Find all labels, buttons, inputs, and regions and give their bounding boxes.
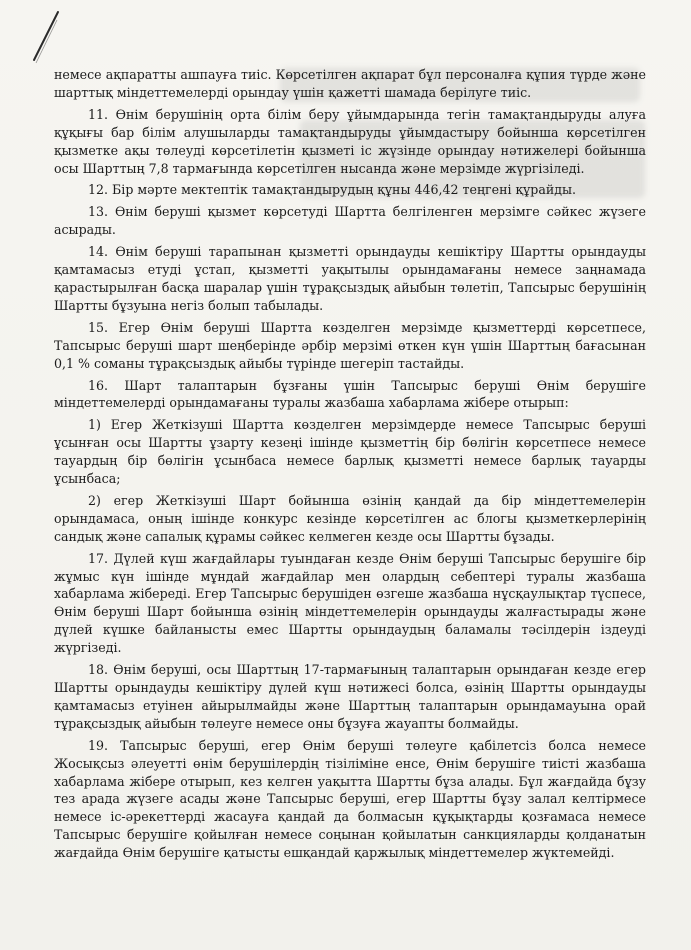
paragraph-clause-12: 12. Бір мәрте мектептік тамақтандырудың құны 446,42 теңгені құрайды.	[88, 182, 576, 198]
paragraph-clause-18: 18. Өнім беруші, осы Шарттың 17-тармағының талаптарын орындаған кезде егер Шартты орындауды кешіктіру дүлей күш нәтижесі болса, өзінің Шартты орындауды қамтамасыз етуінен айырылмайды және Шарттың талаптарын орындамауына орай тұрақсыздық айыбын төлеуге немесе оны бұзуға жауапты болмайды.	[54, 662, 646, 731]
paragraph-clause-16-item-1: 1) Егер Жеткізуші Шартта көзделген мерзімдерде немесе Тапсырыс беруші ұсынған осы Шартты ұзарту кезеңі ішінде қызметтің бір бөлігін көрсетпесе немесе тауардың бір бөлігін ұсынбаса немесе барлық қызметті немесе барлық тауарды ұсынбаса;	[54, 417, 646, 487]
paragraph-clause-16-item-2: 2) егер Жеткізуші Шарт бойынша өзінің қандай да бір міндеттемелерін орындамаса, оның ішінде конкурс кезінде көрсетілген ас блогы қызметкерлерінің сандық және сапалық құрамы сәйкес келмеген кезде осы Шартты бұзады.	[54, 492, 646, 544]
paragraph-clause-17: 17. Дүлей күш жағдайлары туындаған кезде Өнім беруші Тапсырыс берушіге бір жұмыс күн ішінде мұндай жағдайлар мен олардың себептері туралы жазбаша хабарлама жібереді. Егер Тапсырыс берушіден өзгеше жазбаша нұсқаулықтар түспесе, Өнім беруші Шарт бойынша өзінің міндеттемелерін орындауды жалғастырады және дүлей күшке байланысты емес Шартты орындаудың баламалы тәсілдерін іздеуді жүргізеді.	[54, 550, 646, 656]
paragraph-clause-13: 13. Өнім беруші қызмет көрсетуді Шартта белгіленген мерзімге сәйкес жүзеге асырады.	[54, 204, 646, 238]
paragraph-continuation: немесе ақпаратты ашпауға тиіс. Көрсетілген ақпарат бұл персоналға құпия түрде және шарттық міндеттемелерді орындау үшін қажетті шамада берілуге тиіс.	[54, 67, 646, 100]
document-body	[54, 66, 646, 862]
paragraph-clause-15: 15. Егер Өнім беруші Шартта көзделген мерзімде қызметтерді көрсетпесе, Тапсырыс беруші шарт шеңберінде әрбір мерзімі өткен күн үшін Шарттың бағасынан 0,1 % соманы тұрақсыздық айыбы түрінде шегеріп тастайды.	[54, 319, 646, 371]
paragraph-clause-14: 14. Өнім беруші тарапынан қызметті орындауды кешіктіру Шартты орындауды қамтамасыз етуді ұстап, қызметті уақытылы орындамағаны немесе заңнамада қарастырылған басқа шаралар үшін тұрақсыздық айыбын төлетіп, Тапсырыс берушінің Шартты бұзуына негіз болып табылады.	[54, 244, 646, 313]
paragraph-clause-16: 16. Шарт талаптарын бұзғаны үшін Тапсырыс беруші Өнім берушіге міндеттемелерді орындамағаны туралы жазбаша хабарлама жібере отырып:	[54, 377, 646, 411]
paragraph-clause-11: 11. Өнім берушінің орта білім беру ұйымдарында тегін тамақтандыруды алуға құқығы бар білім алушыларды тамақтандыруды ұйымдастыру бойынша көрсетілген қызметке ақы төлеуді көрсетілетін қызметі іс жүзінде орындау нәтижелері бойынша осы Шарттың 7,8 тармағында көрсетілген нысанда және мерзімде жүргізіледі.	[54, 106, 646, 176]
paragraph-clause-19: 19. Тапсырыс беруші, егер Өнім беруші төлеуге қабілетсіз болса немесе Жосықсыз әлеуетті өнім берушілердің тізіліміне енсе, Өнім берушіге тиісті жазбаша хабарлама жібере отырып, кез келген уақытта Шартты бұза алады. Бұл жағдайда бұзу тез арада жүзеге асады және Тапсырыс беруші, егер Шартты бұзу залал келтірмесе немесе іс-әрекеттерді жасауға қандай да болмасын құқықтарды қозғамаса немесе Тапсырыс берушіге қойылған немесе соңынан қойылатын санкцияларды қолданатын жағдайда Өнім берушіге қатысты ешқандай қаржылық міндеттемелер жүктемейді.	[54, 737, 646, 861]
